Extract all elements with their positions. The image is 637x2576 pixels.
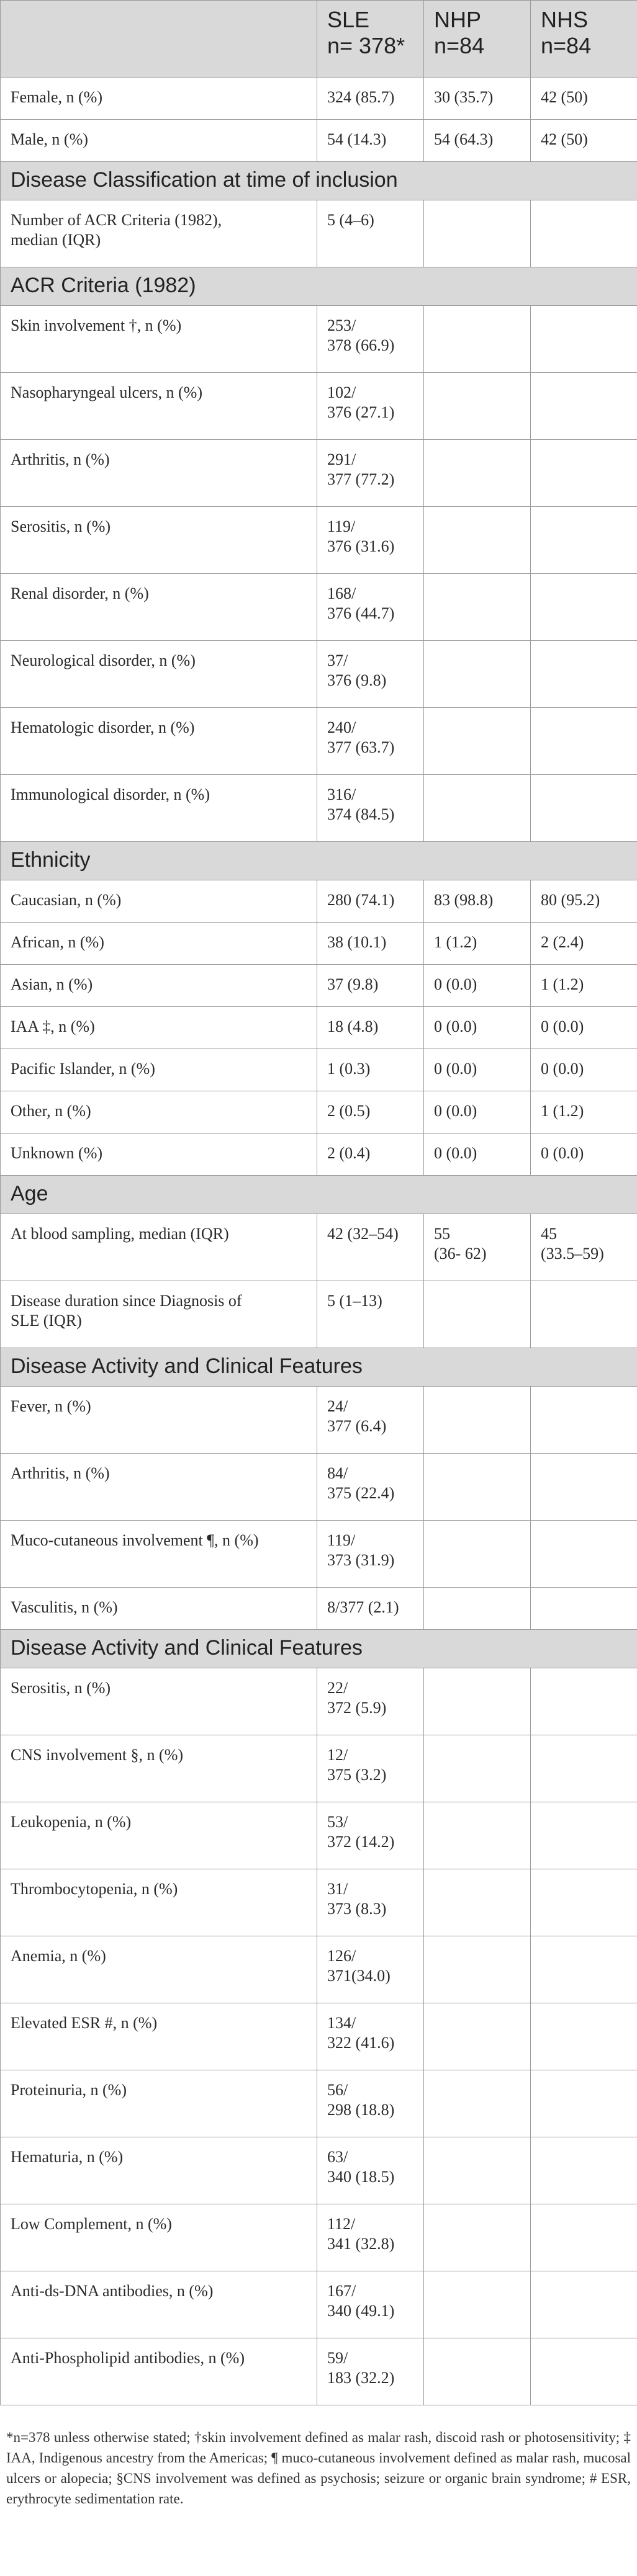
cell-line: 253/	[327, 316, 356, 334]
sle-value-cell	[317, 120, 424, 162]
nhs-value-cell	[531, 2271, 637, 2338]
cell-line: median (IQR)	[11, 231, 101, 249]
nhp-value-cell	[424, 1281, 531, 1348]
cell-line: 42 (50)	[541, 88, 588, 106]
cell-line: 377 (77.2)	[327, 470, 395, 488]
table-row	[1, 1214, 637, 1281]
cell-line: 2 (0.5)	[327, 1102, 371, 1120]
cell-line: 0 (0.0)	[541, 1144, 584, 1162]
cell-line: 0 (0.0)	[434, 1017, 477, 1035]
sle-value-cell	[317, 708, 424, 775]
nhs-value-cell	[531, 2070, 637, 2137]
sle-value-cell	[317, 1668, 424, 1735]
row-label: Female, n (%)	[1, 78, 317, 120]
row-label: African, n (%)	[1, 923, 317, 965]
row-label	[1, 1281, 317, 1348]
nhp-value-cell	[424, 2137, 531, 2204]
nhp-value-cell	[424, 923, 531, 965]
nhp-value-cell	[424, 373, 531, 440]
table-row	[1, 2204, 637, 2271]
cell-line: 2 (2.4)	[541, 933, 584, 951]
cell-line: 1 (0.3)	[327, 1060, 371, 1078]
row-label: CNS involvement §, n (%)	[1, 1735, 317, 1802]
nhp-value-cell	[424, 306, 531, 373]
nhp-value-cell	[424, 507, 531, 574]
table-row	[1, 1049, 637, 1091]
nhs-value-cell	[531, 78, 637, 120]
cell-line: 0 (0.0)	[541, 1017, 584, 1035]
cell-line: 372 (14.2)	[327, 1833, 395, 1851]
row-label: Proteinuria, n (%)	[1, 2070, 317, 2137]
table-row	[1, 2003, 637, 2070]
row-label: Thrombocytopenia, n (%)	[1, 1869, 317, 1936]
table-row	[1, 120, 637, 162]
cell-line: 63/	[327, 2148, 348, 2166]
row-label: Other, n (%)	[1, 1091, 317, 1134]
sle-value-cell	[317, 923, 424, 965]
cell-line: (33.5–59)	[541, 1245, 604, 1263]
nhs-value-cell	[531, 2204, 637, 2271]
table-row	[1, 2338, 637, 2405]
cell-line: 322 (41.6)	[327, 2034, 395, 2052]
table-row	[1, 574, 637, 641]
row-label: Elevated ESR #, n (%)	[1, 2003, 317, 2070]
table-row	[1, 1936, 637, 2003]
section-title: Disease Activity and Clinical Features	[1, 1348, 637, 1387]
row-label: Unknown (%)	[1, 1134, 317, 1176]
table-row	[1, 2137, 637, 2204]
nhs-value-cell	[531, 2338, 637, 2405]
row-label: Renal disorder, n (%)	[1, 574, 317, 641]
nhp-value-cell	[424, 1134, 531, 1176]
sle-value-cell	[317, 880, 424, 923]
header-blank-cell	[1, 1, 317, 78]
table-row	[1, 2070, 637, 2137]
cell-line: 24/	[327, 1397, 348, 1415]
cell-line: 38 (10.1)	[327, 933, 387, 951]
section-header-row	[1, 1630, 637, 1668]
cell-line: Number of ACR Criteria (1982),	[11, 211, 222, 229]
table-row	[1, 306, 637, 373]
cell-line: 1 (1.2)	[434, 933, 477, 951]
row-label: Nasopharyngeal ulcers, n (%)	[1, 373, 317, 440]
nhs-value-cell	[531, 1387, 637, 1454]
nhs-value-cell	[531, 880, 637, 923]
sle-value-cell	[317, 1214, 424, 1281]
sle-value-cell	[317, 1281, 424, 1348]
row-label: Neurological disorder, n (%)	[1, 641, 317, 708]
nhp-value-cell	[424, 574, 531, 641]
table-row	[1, 1521, 637, 1588]
cell-line: 126/	[327, 1947, 356, 1965]
cell-line: 0 (0.0)	[434, 1102, 477, 1120]
nhp-value-cell	[424, 78, 531, 120]
row-label: Anemia, n (%)	[1, 1936, 317, 2003]
table-row	[1, 2271, 637, 2338]
cell-line: 340 (18.5)	[327, 2168, 395, 2186]
sle-value-cell	[317, 574, 424, 641]
nhp-value-cell	[424, 1387, 531, 1454]
sle-value-cell	[317, 1091, 424, 1134]
cell-line: 298 (18.8)	[327, 2101, 395, 2119]
nhp-value-cell	[424, 1588, 531, 1630]
row-label: Low Complement, n (%)	[1, 2204, 317, 2271]
nhs-value-cell	[531, 965, 637, 1007]
nhp-value-cell	[424, 880, 531, 923]
section-title: Ethnicity	[1, 842, 637, 880]
cell-line: 1 (1.2)	[541, 975, 584, 993]
table-row	[1, 708, 637, 775]
sle-value-cell	[317, 2003, 424, 2070]
nhp-value-cell	[424, 775, 531, 842]
sle-value-cell	[317, 440, 424, 507]
table-row	[1, 880, 637, 923]
cell-line: 183 (32.2)	[327, 2369, 395, 2387]
sle-value-cell	[317, 1936, 424, 2003]
cell-line: 119/	[327, 1531, 356, 1549]
nhs-value-cell	[531, 1521, 637, 1588]
cell-line: 42 (50)	[541, 130, 588, 148]
cell-line: 0 (0.0)	[434, 1144, 477, 1162]
table-row	[1, 1134, 637, 1176]
table-row	[1, 923, 637, 965]
nhp-value-cell	[424, 1668, 531, 1735]
sle-value-cell	[317, 373, 424, 440]
nhs-value-cell	[531, 373, 637, 440]
table-row	[1, 775, 637, 842]
header-nhs	[531, 1, 637, 78]
cell-line: 340 (49.1)	[327, 2302, 395, 2320]
cell-line: 376 (9.8)	[327, 671, 387, 689]
cell-line: 37/	[327, 651, 348, 669]
sle-value-cell	[317, 507, 424, 574]
nhp-value-cell	[424, 1091, 531, 1134]
section-title: ACR Criteria (1982)	[1, 267, 637, 306]
nhp-value-cell	[424, 1521, 531, 1588]
nhp-value-cell	[424, 120, 531, 162]
sle-value-cell	[317, 1802, 424, 1869]
cell-line: 168/	[327, 584, 356, 602]
section-header-row	[1, 162, 637, 200]
row-label: Serositis, n (%)	[1, 1668, 317, 1735]
sle-value-cell	[317, 1869, 424, 1936]
cell-line: Disease duration since Diagnosis of	[11, 1292, 242, 1310]
cell-line: 377 (6.4)	[327, 1417, 387, 1435]
header-sle-count: n= 378*	[327, 33, 405, 58]
cell-line: 37 (9.8)	[327, 975, 379, 993]
sle-value-cell	[317, 1521, 424, 1588]
nhs-value-cell	[531, 507, 637, 574]
nhs-value-cell	[531, 1007, 637, 1049]
table-row	[1, 1091, 637, 1134]
nhp-value-cell	[424, 1802, 531, 1869]
sle-value-cell	[317, 1735, 424, 1802]
cell-line: 80 (95.2)	[541, 891, 600, 909]
table-header-row	[1, 1, 637, 78]
table-row	[1, 1802, 637, 1869]
section-title: Age	[1, 1176, 637, 1214]
sle-value-cell	[317, 200, 424, 267]
sle-value-cell	[317, 1454, 424, 1521]
section-header-row	[1, 1176, 637, 1214]
table-row	[1, 1281, 637, 1348]
nhp-value-cell	[424, 1454, 531, 1521]
section-header-row	[1, 267, 637, 306]
nhs-value-cell	[531, 1454, 637, 1521]
table-row	[1, 440, 637, 507]
cell-line: 291/	[327, 450, 356, 468]
cell-line: 45	[541, 1225, 557, 1243]
sle-value-cell	[317, 2070, 424, 2137]
cell-line: 0 (0.0)	[541, 1060, 584, 1078]
nhs-value-cell	[531, 923, 637, 965]
header-nhs-count: n=84	[541, 33, 592, 58]
row-label: Caucasian, n (%)	[1, 880, 317, 923]
sle-value-cell	[317, 1588, 424, 1630]
header-sle	[317, 1, 424, 78]
sle-value-cell	[317, 78, 424, 120]
cell-line: 280 (74.1)	[327, 891, 395, 909]
cell-line: 373 (31.9)	[327, 1551, 395, 1569]
cell-line: 22/	[327, 1679, 348, 1697]
cell-line: 0 (0.0)	[434, 1060, 477, 1078]
cell-line: 376 (27.1)	[327, 403, 395, 421]
row-label: Anti-ds-DNA antibodies, n (%)	[1, 2271, 317, 2338]
row-label: Leukopenia, n (%)	[1, 1802, 317, 1869]
cell-line: 341 (32.8)	[327, 2235, 395, 2253]
cell-line: 12/	[327, 1746, 348, 1764]
row-label: Pacific Islander, n (%)	[1, 1049, 317, 1091]
row-label: Anti-Phospholipid antibodies, n (%)	[1, 2338, 317, 2405]
cell-line: 112/	[327, 2215, 356, 2233]
nhs-value-cell	[531, 2003, 637, 2070]
sle-value-cell	[317, 1049, 424, 1091]
section-header-row	[1, 1348, 637, 1387]
table-row	[1, 1735, 637, 1802]
cell-line: 167/	[327, 2282, 356, 2300]
cell-line: 324 (85.7)	[327, 88, 395, 106]
sle-value-cell	[317, 1134, 424, 1176]
section-title: Disease Activity and Clinical Features	[1, 1630, 637, 1668]
nhs-value-cell	[531, 1214, 637, 1281]
nhs-value-cell	[531, 1735, 637, 1802]
row-label	[1, 200, 317, 267]
nhp-value-cell	[424, 1869, 531, 1936]
nhp-value-cell	[424, 200, 531, 267]
sle-value-cell	[317, 2271, 424, 2338]
nhp-value-cell	[424, 2204, 531, 2271]
cell-line: 1 (1.2)	[541, 1102, 584, 1120]
row-label: Arthritis, n (%)	[1, 1454, 317, 1521]
cell-line: 134/	[327, 2014, 356, 2032]
cell-line: 375 (22.4)	[327, 1484, 395, 1502]
sle-value-cell	[317, 775, 424, 842]
cell-line: 375 (3.2)	[327, 1766, 387, 1784]
nhs-value-cell	[531, 1049, 637, 1091]
row-label: At blood sampling, median (IQR)	[1, 1214, 317, 1281]
header-nhp-count: n=84	[434, 33, 485, 58]
row-label: Immunological disorder, n (%)	[1, 775, 317, 842]
row-label: Serositis, n (%)	[1, 507, 317, 574]
nhs-value-cell	[531, 1134, 637, 1176]
nhp-value-cell	[424, 2003, 531, 2070]
cell-line: 378 (66.9)	[327, 336, 395, 354]
cell-line: 316/	[327, 785, 356, 803]
nhp-value-cell	[424, 1214, 531, 1281]
row-label: Male, n (%)	[1, 120, 317, 162]
nhp-value-cell	[424, 1936, 531, 2003]
cell-line: 376 (31.6)	[327, 537, 395, 555]
table-row	[1, 965, 637, 1007]
cell-line: 5 (4–6)	[327, 211, 374, 229]
section-title: Disease Classification at time of inclusion	[1, 162, 637, 200]
cell-line: 371(34.0)	[327, 1967, 391, 1985]
row-label: Vasculitis, n (%)	[1, 1588, 317, 1630]
cell-line: 240/	[327, 718, 356, 736]
cell-line: 30 (35.7)	[434, 88, 494, 106]
table-row	[1, 1454, 637, 1521]
nhp-value-cell	[424, 1007, 531, 1049]
nhp-value-cell	[424, 1049, 531, 1091]
cell-line: (36- 62)	[434, 1245, 487, 1263]
nhs-value-cell	[531, 1281, 637, 1348]
nhp-value-cell	[424, 965, 531, 1007]
cell-line: 2 (0.4)	[327, 1144, 371, 1162]
cell-line: 372 (5.9)	[327, 1699, 387, 1717]
nhp-value-cell	[424, 2338, 531, 2405]
sle-value-cell	[317, 2204, 424, 2271]
header-nhp-name: NHP	[434, 7, 482, 32]
table-footnote: *n=378 unless otherwise stated; †skin involvement defined as malar rash, discoid rash or photosensitivity; ‡ IAA, Indigenous ancestry from the Americas; ¶ muco-cutaneous involvement defined as malar rash, mucosal ulcers or alopecia; §CNS involvement was defined as psychosis; seizure or organic brain syndrome; # ESR, erythrocyte sedimentation rate.	[6, 2430, 631, 2507]
cell-line: 5 (1–13)	[327, 1292, 382, 1310]
cell-line: 59/	[327, 2349, 348, 2367]
header-sle-name: SLE	[327, 7, 370, 32]
cell-line: 102/	[327, 383, 356, 401]
sle-value-cell	[317, 641, 424, 708]
table-row	[1, 1588, 637, 1630]
cell-line: 374 (84.5)	[327, 805, 395, 823]
row-label: Hematologic disorder, n (%)	[1, 708, 317, 775]
table-row	[1, 373, 637, 440]
nhp-value-cell	[424, 641, 531, 708]
table-row	[1, 78, 637, 120]
cell-line: SLE (IQR)	[11, 1312, 82, 1330]
nhs-value-cell	[531, 574, 637, 641]
table-row	[1, 200, 637, 267]
cell-line: 377 (63.7)	[327, 738, 395, 756]
cell-line: 83 (98.8)	[434, 891, 494, 909]
table-row	[1, 1387, 637, 1454]
nhs-value-cell	[531, 200, 637, 267]
sle-value-cell	[317, 1007, 424, 1049]
sle-value-cell	[317, 306, 424, 373]
nhs-value-cell	[531, 1802, 637, 1869]
nhp-value-cell	[424, 708, 531, 775]
sle-value-cell	[317, 2338, 424, 2405]
section-header-row	[1, 842, 637, 880]
cell-line: 373 (8.3)	[327, 1900, 387, 1918]
row-label: Fever, n (%)	[1, 1387, 317, 1454]
cell-line: 54 (64.3)	[434, 130, 494, 148]
table-row	[1, 1668, 637, 1735]
cell-line: 376 (44.7)	[327, 604, 395, 622]
nhs-value-cell	[531, 775, 637, 842]
cell-line: 56/	[327, 2081, 348, 2099]
header-nhs-name: NHS	[541, 7, 589, 32]
header-nhp	[424, 1, 531, 78]
row-label: Arthritis, n (%)	[1, 440, 317, 507]
cell-line: 53/	[327, 1813, 348, 1831]
nhs-value-cell	[531, 1936, 637, 2003]
nhs-value-cell	[531, 1869, 637, 1936]
cell-line: 119/	[327, 517, 356, 535]
table-body	[1, 78, 637, 2405]
sle-value-cell	[317, 1387, 424, 1454]
table-row	[1, 1869, 637, 1936]
sle-value-cell	[317, 965, 424, 1007]
table-row	[1, 641, 637, 708]
cell-line: 55	[434, 1225, 450, 1243]
row-label: Hematuria, n (%)	[1, 2137, 317, 2204]
nhp-value-cell	[424, 440, 531, 507]
cell-line: 31/	[327, 1880, 348, 1898]
nhs-value-cell	[531, 1668, 637, 1735]
nhs-value-cell	[531, 440, 637, 507]
nhs-value-cell	[531, 120, 637, 162]
nhs-value-cell	[531, 641, 637, 708]
row-label: IAA ‡, n (%)	[1, 1007, 317, 1049]
nhp-value-cell	[424, 1735, 531, 1802]
cell-line: 0 (0.0)	[434, 975, 477, 993]
nhs-value-cell	[531, 1588, 637, 1630]
nhp-value-cell	[424, 2271, 531, 2338]
table-row	[1, 507, 637, 574]
nhs-value-cell	[531, 306, 637, 373]
nhs-value-cell	[531, 708, 637, 775]
row-label: Muco-cutaneous involvement ¶, n (%)	[1, 1521, 317, 1588]
nhs-value-cell	[531, 2137, 637, 2204]
nhs-value-cell	[531, 1091, 637, 1134]
cell-line: 18 (4.8)	[327, 1017, 379, 1035]
cell-line: 54 (14.3)	[327, 130, 387, 148]
table-row	[1, 1007, 637, 1049]
cell-line: 8/377 (2.1)	[327, 1598, 399, 1616]
sle-value-cell	[317, 2137, 424, 2204]
cell-line: 84/	[327, 1464, 348, 1482]
cell-line: 42 (32–54)	[327, 1225, 399, 1243]
row-label: Asian, n (%)	[1, 965, 317, 1007]
row-label: Skin involvement †, n (%)	[1, 306, 317, 373]
nhp-value-cell	[424, 2070, 531, 2137]
